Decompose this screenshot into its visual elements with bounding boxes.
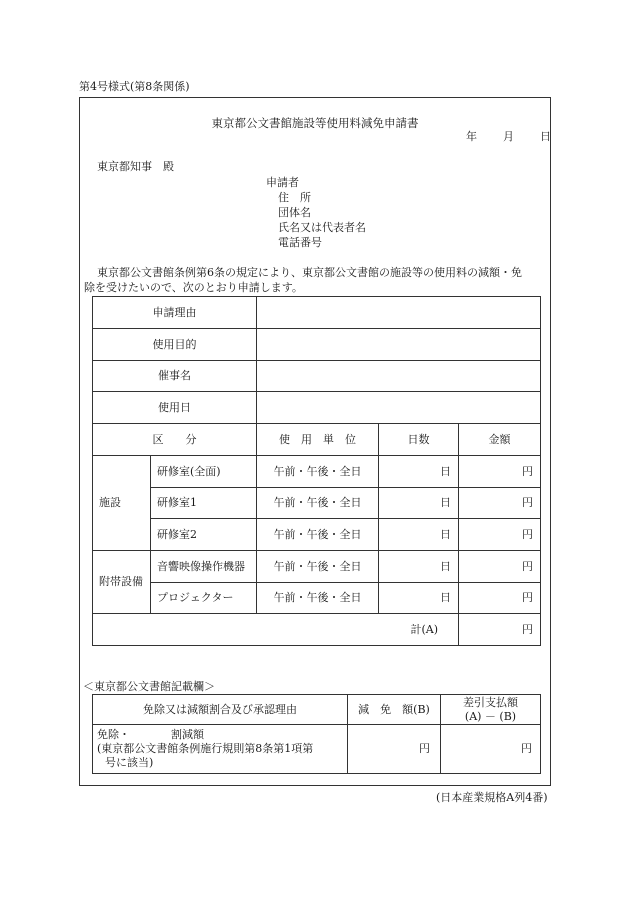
net-payment-cell[interactable]: 円 [441,725,541,774]
item-label: 音響映像操作機器 [151,551,257,583]
unit-cell[interactable]: 午前・午後・全日 [257,583,379,614]
item-label: 研修室1 [151,488,257,519]
amount-cell[interactable]: 円 [459,583,541,614]
item-label: 研修室2 [151,519,257,551]
event-name-field[interactable] [257,361,541,392]
applicable-text: 号に該当) [105,756,154,770]
applicant-heading: 申請者 [266,176,299,189]
purpose-field[interactable] [257,329,541,361]
office-col3-header [441,695,541,725]
amount-cell[interactable]: 円 [459,488,541,519]
office-section-heading: ＜東京都公文書館記載欄＞ [83,680,215,693]
item-label: 研修室(全面) [151,456,257,488]
office-col2-header: 減 免 額(B) [348,695,441,725]
days-cell[interactable]: 日 [379,583,459,614]
category-header: 区 分 [93,424,257,456]
form-number: 第4号様式(第8条関係) [79,80,190,93]
group-label-equipment: 附帯設備 [93,551,151,614]
amount-cell[interactable]: 円 [459,551,541,583]
days-cell[interactable]: 日 [379,519,459,551]
office-col3-header-line2: (A) － (B) [464,709,517,723]
days-cell[interactable]: 日 [379,488,459,519]
event-name-label: 催事名 [93,361,257,392]
office-table [92,694,541,774]
days-cell[interactable]: 日 [379,456,459,488]
office-col3-header-line1: 差引支払額 [463,696,518,710]
reason-label: 申請理由 [93,297,257,329]
unit-cell[interactable]: 午前・午後・全日 [257,519,379,551]
purpose-label: 使用目的 [93,329,257,361]
statement-line-2: 除を受けたいので、次のとおり申請します。 [84,281,303,294]
applicant-phone-label: 電話番号 [278,236,322,249]
office-approval-cell[interactable] [93,725,348,774]
footer-note: (日本産業規格A列4番) [436,791,548,804]
unit-cell[interactable]: 午前・午後・全日 [257,488,379,519]
statement-line-1: 東京都公文書館条例第6条の規定により、東京都公文書館の施設等の使用料の減額・免 [97,266,522,279]
days-header: 日数 [379,424,459,456]
amount-header: 金額 [459,424,541,456]
days-cell[interactable]: 日 [379,551,459,583]
application-table [92,296,541,646]
unit-cell[interactable]: 午前・午後・全日 [257,456,379,488]
total-label: 計(A) [93,614,459,646]
regulation-text: (東京都公文書館条例施行規則第8条第1項第 [97,741,314,755]
use-date-field[interactable] [257,392,541,424]
reason-field[interactable] [257,297,541,329]
date-day: 日 [540,130,551,143]
reduction-rate-text: 割減額 [171,727,204,741]
amount-cell[interactable]: 円 [459,519,541,551]
addressee: 東京都知事 殿 [97,160,174,173]
date-month: 月 [503,130,514,143]
date-line [466,131,551,142]
exemption-text: 免除・ [97,727,130,741]
office-col1-header: 免除又は減額割合及び承認理由 [93,695,348,725]
form-title: 東京都公文書館施設等使用料減免申請書 [211,116,419,130]
amount-cell[interactable]: 円 [459,456,541,488]
item-label: プロジェクター [151,583,257,614]
applicant-organization-label: 団体名 [278,206,311,219]
date-year: 年 [466,130,477,143]
applicant-name-label: 氏名又は代表者名 [278,221,366,234]
applicant-address-label: 住 所 [278,191,311,204]
group-label-facility: 施設 [93,456,151,551]
use-date-label: 使用日 [93,392,257,424]
unit-header: 使 用 単 位 [257,424,379,456]
reduction-amount-cell[interactable]: 円 [348,725,441,774]
total-amount-cell[interactable]: 円 [459,614,541,646]
unit-cell[interactable]: 午前・午後・全日 [257,551,379,583]
